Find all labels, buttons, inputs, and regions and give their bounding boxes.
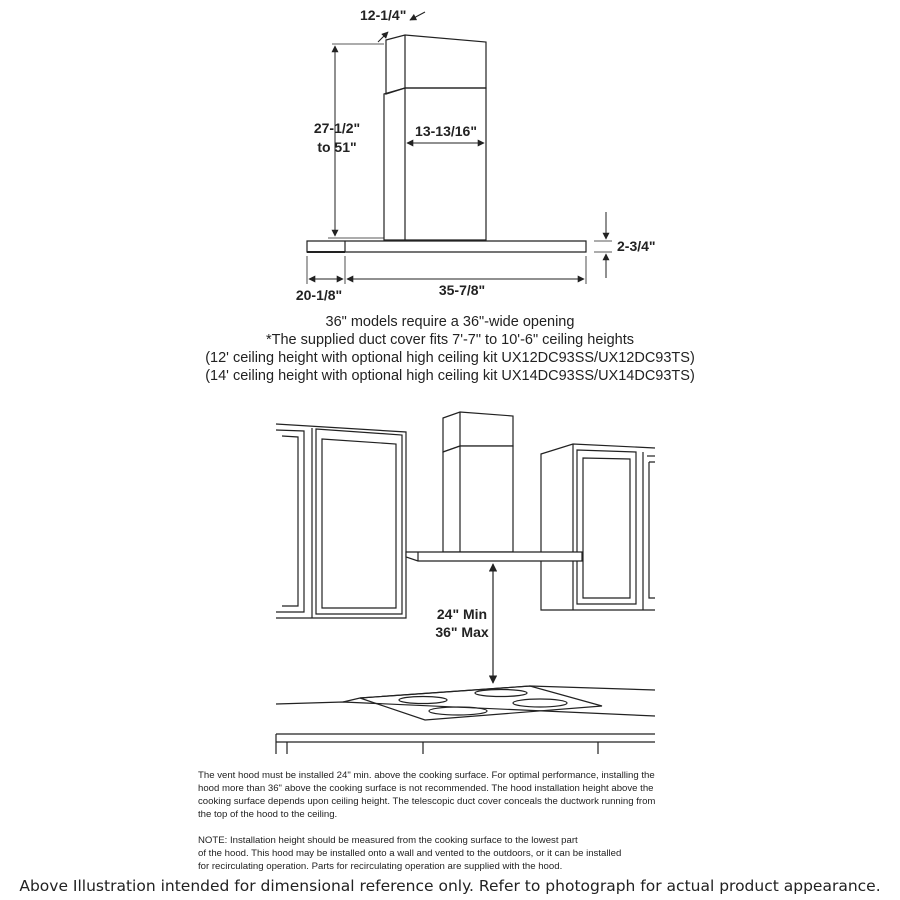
note-line: NOTE: Installation height should be measured from the cooking surface to the lowest part [198, 835, 578, 846]
dim-canopy-thickness: 2-3/4" [617, 238, 656, 254]
dim-duct-top-width: 12-1/4" [360, 7, 407, 23]
caption-line: 36" models require a 36"-wide opening [325, 314, 575, 330]
installation-note-2 [198, 834, 738, 873]
dimension-labels [296, 7, 656, 303]
note-line: of the hood. This hood may be installed onto a wall and vented to the outdoors, or it can be installed [198, 848, 622, 859]
min-height-label: 24" Min [436, 606, 488, 622]
max-height-label: 36" Max [435, 624, 489, 640]
opening-caption [0, 313, 900, 385]
lower-duct-cover [384, 88, 486, 240]
note-line: The vent hood must be installed 24" min. above the cooking surface. For optimal performance, installing the [198, 770, 655, 781]
kitchen-hood [406, 412, 582, 561]
note-line: for recirculating operation. Parts for recirculating operation are supplied with the hood. [198, 861, 563, 872]
caption-line: (12' ceiling height with optional high ceiling kit UX12DC93SS/UX12DC93TS) [205, 350, 695, 366]
dim-duct-width: 13-13/16" [415, 123, 477, 139]
left-cabinets [276, 424, 406, 618]
note-line: hood more than 36" above the cooking surface is not recommended. The hood installation height above the [198, 783, 654, 794]
dim-duct-height-line1: 27-1/2" [313, 120, 361, 136]
installation-notes [198, 769, 738, 821]
dim-canopy-depth: 20-1/8" [295, 287, 343, 303]
caption-line: *The supplied duct cover fits 7'-7" to 10'-6" ceiling heights [265, 332, 635, 348]
kitchen-installation-drawing [276, 412, 655, 754]
note-line: cooking surface depends upon ceiling height. The telescopic duct cover conceals the ductwork running from [198, 796, 656, 807]
canopy [307, 241, 586, 252]
dim-duct-height-line2: to 51" [317, 139, 357, 155]
disclaimer-footer: Above Illustration intended for dimensional reference only. Refer to photograph for actual product appearance. [19, 877, 881, 895]
right-cabinets [541, 444, 655, 610]
caption-line: (14' ceiling height with optional high ceiling kit UX14DC93SS/UX14DC93TS) [205, 368, 695, 384]
countertop-and-cooktop [276, 686, 655, 754]
installation-height-labels [435, 606, 489, 640]
note-line: the top of the hood to the ceiling. [198, 809, 338, 820]
dim-canopy-width: 35-7/8" [438, 282, 486, 298]
upper-duct-cover [386, 35, 486, 94]
